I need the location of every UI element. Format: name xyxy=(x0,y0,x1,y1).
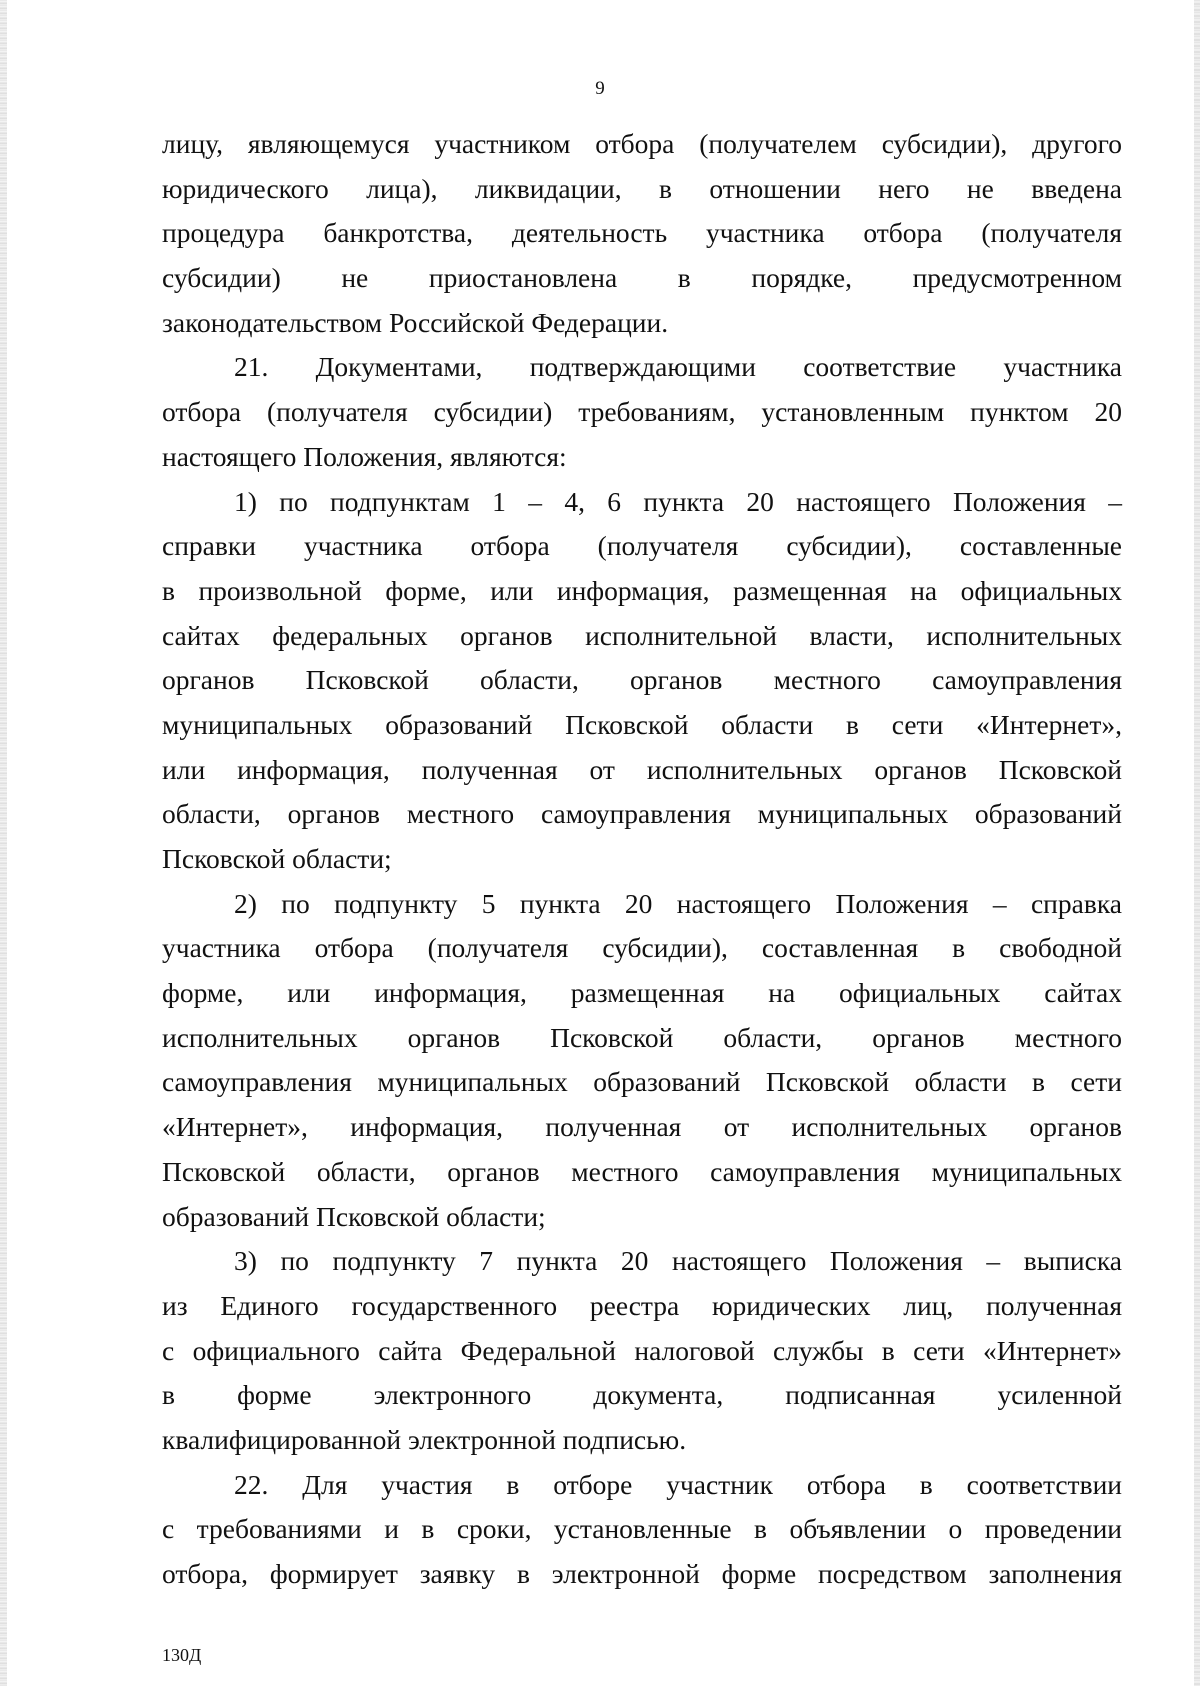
text-line: с требованиями и в сроки, установленные в объявлении о проведении xyxy=(162,1513,1122,1545)
text-line: органов Псковской области, органов местного самоуправления xyxy=(162,664,1122,696)
subitem-2-start: 2) по подпункту 5 пункта 20 настоящего Положения – справка xyxy=(234,887,1122,919)
text-line: Псковской области; xyxy=(162,843,392,874)
text-line: настоящего Положения, являются: xyxy=(162,440,567,472)
text-line: образований Псковской области; xyxy=(162,1200,546,1232)
footer-code: 130Д xyxy=(162,1645,202,1665)
text-line: с официального сайта Федеральной налоговой службы в сети «Интернет» xyxy=(162,1334,1122,1366)
text-line: или информация, полученная от исполнительных органов Псковской xyxy=(162,753,1122,785)
text-line: справки участника отбора (получателя субсидии), составленные xyxy=(162,530,1122,562)
text-line: лицу, являющемуся участником отбора (получателем субсидии), другого xyxy=(162,128,1122,159)
text-line: области, органов местного самоуправления муниципальных образований xyxy=(162,798,1122,830)
document-body xyxy=(162,122,1122,1597)
text-line: процедура банкротства, деятельность участника отбора (получателя xyxy=(162,217,1122,249)
scan-edge-right xyxy=(1194,0,1200,1686)
page-number: 9 xyxy=(595,78,605,99)
paragraph-22-start: 22. Для участия в отборе участник отбора в соответствии xyxy=(234,1468,1122,1500)
text-line: самоуправления муниципальных образований Псковской области в сети xyxy=(162,1066,1122,1098)
text-line: законодательством Российской Федерации. xyxy=(162,306,669,338)
text-line: форме, или информация, размещенная на официальных сайтах xyxy=(162,977,1122,1009)
text-line: в форме электронного документа, подписанная усиленной xyxy=(162,1379,1122,1411)
subitem-3-start: 3) по подпункту 7 пункта 20 настоящего Положения – выписка xyxy=(234,1245,1122,1277)
text-line: «Интернет», информация, полученная от исполнительных органов xyxy=(162,1111,1122,1143)
text-line: отбора (получателя субсидии) требованиям, установленным пунктом 20 xyxy=(162,396,1122,428)
text-line: квалифицированной электронной подписью. xyxy=(162,1423,687,1455)
text-line: субсидии) не приостановлена в порядке, предусмотренном xyxy=(162,262,1122,294)
text-line: Псковской области, органов местного самоуправления муниципальных xyxy=(162,1155,1122,1187)
subitem-1-start: 1) по подпунктам 1 – 4, 6 пункта 20 настоящего Положения – xyxy=(234,485,1122,517)
text-line: исполнительных органов Псковской области, органов местного xyxy=(162,1021,1122,1053)
scan-edge-left xyxy=(0,0,7,1686)
text-line: участника отбора (получателя субсидии), составленная в свободной xyxy=(162,932,1122,964)
paragraph-21-start: 21. Документами, подтверждающими соответствие участника xyxy=(234,351,1122,383)
text-line: отбора, формирует заявку в электронной форме посредством заполнения xyxy=(162,1558,1122,1589)
text-line: муниципальных образований Псковской области в сети «Интернет», xyxy=(162,708,1122,740)
text-line: из Единого государственного реестра юридических лиц, полученная xyxy=(162,1289,1122,1321)
text-line: юридического лица), ликвидации, в отношении него не введена xyxy=(162,172,1122,204)
text-line: в произвольной форме, или информация, размещенная на официальных xyxy=(162,574,1122,606)
text-line: сайтах федеральных органов исполнительной власти, исполнительных xyxy=(162,619,1122,651)
